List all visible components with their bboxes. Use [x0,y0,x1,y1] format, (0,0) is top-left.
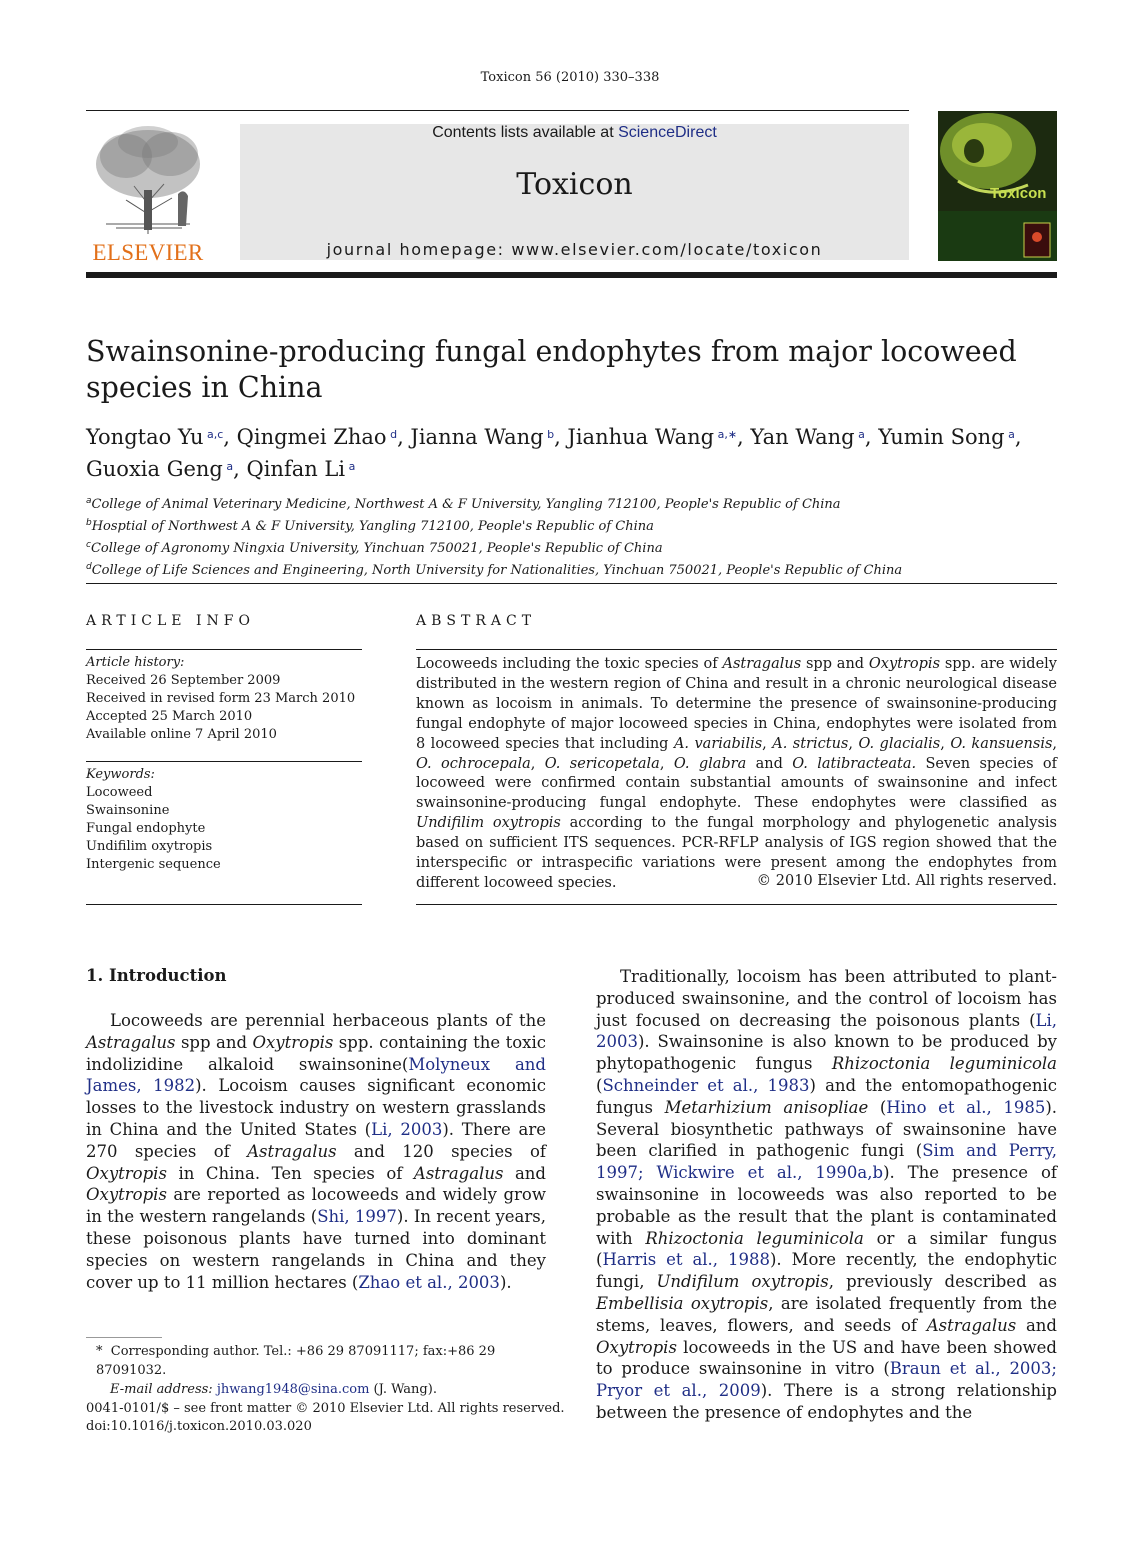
email-link[interactable]: jhwang1948@sina.com [216,1382,370,1397]
text-run: according to the fungal morphology and phylogenetic analysis based on sufficient ITS sequences. PCR-RFLP analysis of IGS region showed that the interspecific or intraspecific variations were present among the endophytes from different locoweed species. [416,815,1057,891]
keyword-item: Intergenic sequence [86,857,221,872]
italic-term: Oxytropis [596,1337,677,1357]
author-affiliation-marker[interactable]: a [1004,428,1015,441]
history-item: Received 26 September 2009 [86,673,281,688]
footnote-corresponding: Corresponding author. Tel.: +86 29 87091117; fax:+86 29 87091032. [96,1344,496,1378]
citation-link[interactable]: Zhao et al., 2003 [358,1272,500,1292]
italic-term: Metarhizium anisopliae [664,1097,869,1117]
text-run: spp. are widely distributed in the western region of China and result in a chronic neurological disease known as locoism in animals. To determine the presence of swainsonine-producing fungal endophyte of major locoweed species in China, endophytes were isolated from 8 locoweed species that including [416,656,1057,752]
citation-link[interactable]: Harris et al., 1988 [602,1250,770,1270]
text-run: in China. Ten species of [166,1163,414,1183]
italic-term: Astragalus [413,1163,504,1183]
article-title: Swainsonine-producing fungal endophytes from major locoweed species in China [86,335,1017,404]
journal-reference: Toxicon 56 (2010) 330–338 [480,70,660,85]
author-list [86,420,1066,484]
author-name: Jianhua Wang [567,425,715,449]
text-run: spp and [801,656,869,672]
italic-term: Astragalus [86,1032,176,1052]
affiliation-item [86,536,1086,558]
italic-term: O. glacialis [858,735,941,752]
footnote-star: * [96,1344,103,1359]
author-separator: , [737,425,751,449]
doi-line[interactable]: doi:10.1016/j.toxicon.2010.03.020 [86,1419,312,1434]
citation-link[interactable]: Schneinder et al., 1983 [602,1075,810,1095]
italic-term: A. variabilis [673,735,763,752]
abstract-top-rule [416,649,1057,650]
author-separator: , [864,425,879,449]
text-run: , [940,735,951,752]
italic-term: Undifilim oxytropis [416,815,561,832]
author-affiliation-marker[interactable]: a,∗ [714,428,738,441]
text-run: or a similar fungus ( [596,1228,1058,1270]
affiliation-list [86,492,1086,580]
author-name: Yumin Song [878,425,1005,449]
affiliation-text: College of Agronomy Ningxia University, Yinchuan 750021, People's Republic of China [90,541,663,556]
text-run: ( [596,1075,603,1095]
italic-term: Rhizoctonia leguminicola [645,1228,864,1248]
footnote-rule [86,1337,162,1338]
text-run: ). There is a strong relationship between the presence of endophytes and the [596,1381,1057,1422]
affiliation-item [86,492,1086,514]
author-name: Qingmei Zhao [236,425,387,449]
history-item: Received in revised form 23 March 2010 [86,691,356,706]
text-run: and [1016,1315,1057,1335]
author-name: Yan Wang [750,425,855,449]
text-run: ). In recent years, these poisonous plants have turned into dominant species on western rangelands in China and they cover up to 11 million hectares ( [86,1207,546,1292]
text-run: , are isolated frequently from the stems, leaves, flowers, and seeds of [596,1293,1057,1335]
abstract-bottom-rule [416,904,1057,905]
author-separator: , [554,425,568,449]
text-run: , [1052,735,1058,752]
text-run: ). Locoism causes significant economic losses to the livestock industry on western grasslands in China and the United States ( [86,1076,546,1139]
author-separator: , [1014,425,1022,449]
affiliation-key: a [86,496,92,506]
affiliation-key: b [86,518,92,528]
text-run: ). [499,1272,512,1292]
affiliation-key: d [86,562,92,572]
article-info-heading: ARTICLE INFO [86,613,255,629]
italic-term: Astragalus [722,656,802,672]
title-block-rule [86,583,1057,584]
introduction-paragraph-left [86,1010,546,1293]
history-label: Article history: [86,655,185,670]
corresponding-author-footnote [86,1342,556,1399]
citation-link[interactable]: Braun et al., 2003; Pryor et al., 2009 [596,1359,1057,1401]
text-run: ). More recently, the endophytic fungi, [596,1250,1057,1292]
email-suffix: (J. Wang). [369,1382,437,1397]
italic-term: O. glabra [673,755,747,772]
text-run: and [746,755,793,772]
italic-term: Rhizoctonia leguminicola [831,1054,1057,1074]
text-run: , [762,735,773,752]
affiliation-key: c [86,540,91,550]
text-run: Seven species of locoweed were confirmed contain substantial amounts of swainsonine and infect swainsonine-producing fungal endophyte. These endophytes were classified as [416,755,1058,812]
article-info-rule [86,649,362,650]
italic-term: A. strictus [772,735,849,752]
italic-term: Oxytropis [86,1185,167,1205]
author-separator: , [233,457,247,481]
abstract-text [416,655,1057,894]
keyword-list [86,784,366,874]
citation-link[interactable]: Molyneux and James, 1982 [86,1054,546,1096]
author-name: Yongtao Yu [86,425,204,449]
text-run: , [530,755,545,772]
italic-term: O. latibracteata. [792,755,917,772]
introduction-heading: 1. Introduction [86,966,227,985]
author-affiliation-marker[interactable]: a [854,428,865,441]
abstract-copyright: © 2010 Elsevier Ltd. All rights reserved. [756,873,1057,889]
header-bottom-rule [86,272,1057,278]
text-run: ). There are 270 species of [86,1119,546,1161]
author-affiliation-marker[interactable]: a [345,460,356,473]
text-run: are reported as locoweeds and widely grow in the western rangelands ( [86,1185,546,1227]
text-run: and [503,1163,546,1183]
text-run: spp and [175,1032,253,1052]
issn-line: 0041-0101/$ – see front matter © 2010 Elsevier Ltd. All rights reserved. [86,1401,565,1416]
keywords-label: Keywords: [86,767,155,782]
sciencedirect-link[interactable]: ScienceDirect [618,124,717,141]
author-separator: , [223,425,237,449]
text-run: , previously described as [828,1272,1057,1292]
italic-term: O. sericopetala [544,755,660,772]
italic-term: O. kansuensis [950,735,1053,752]
text-run: ). The presence of swainsonine in locoweeds was also reported to be probable as the result that the plant is contaminated with [596,1163,1058,1248]
affiliation-text: Hosptial of Northwest A & F University, Yangling 712100, People's Republic of China [91,519,654,534]
text-run: ). Several biosynthetic pathways of swainsonine have been clarified in pathogenic fungi ( [596,1097,1057,1161]
journal-homepage[interactable]: journal homepage: www.elsevier.com/locate/toxicon [326,240,823,259]
affiliation-item [86,514,1086,536]
abstract-heading: ABSTRACT [416,613,537,629]
history-list [86,672,366,744]
affiliation-text: College of Life Sciences and Engineering, North University for Nationalities, Yinchuan 750021, People's Republic of China [91,563,903,578]
italic-term: Embellisia oxytropis [596,1293,769,1313]
text-run: , [848,735,859,752]
author-affiliation-marker[interactable]: d [386,428,398,441]
contents-line [240,124,909,142]
history-item: Available online 7 April 2010 [86,727,277,742]
journal-cover-image [938,111,1057,261]
italic-term: Astragalus [926,1315,1017,1335]
text-run: , [659,755,674,772]
journal-name: Toxicon [516,167,633,202]
italic-term: Oxytropis [868,656,941,672]
header-top-rule [86,110,909,111]
citation-link[interactable]: Hino et al., 1985 [886,1097,1046,1117]
keywords-block [86,766,366,874]
text-run: locoweeds in the US and have been showed to produce swainsonine in vitro ( [596,1337,1057,1379]
history-item: Accepted 25 March 2010 [86,709,253,724]
text-run: ( [868,1097,887,1117]
front-matter [86,1400,586,1436]
author-name: Jianna Wang [410,425,544,449]
author-name: Guoxia Geng [86,457,223,481]
citation-link[interactable]: Li, 2003 [371,1119,443,1139]
italic-term: Oxytropis [86,1163,167,1183]
contents-prefix: Contents lists available at [432,124,619,141]
history-rule [86,761,362,762]
citation-link[interactable]: Li, 2003 [596,1010,1057,1052]
affiliation-text: College of Animal Veterinary Medicine, Northwest A & F University, Yangling 712100, People's Republic of China [91,497,841,512]
italic-term: Undifilum oxytropis [656,1272,829,1292]
italic-term: Astragalus [247,1141,337,1161]
keyword-item: Locoweed [86,785,153,800]
keyword-item: Undifilim oxytropis [86,839,213,854]
author-affiliation-marker[interactable]: b [543,428,555,441]
author-affiliation-marker[interactable]: a,c [203,428,224,441]
keyword-item: Fungal endophyte [86,821,206,836]
cover-title: Toxicon [990,185,1047,202]
citation-link[interactable]: Sim and Perry, 1997; Wickwire et al., 1990a,b [596,1141,1057,1183]
text-run: Locoweeds including the toxic species of [416,656,723,672]
email-label: E-mail address: [110,1382,217,1397]
text-run: ) and the entomopathogenic fungus [596,1075,1057,1117]
author-separator: , [397,425,411,449]
text-run: ). Swainsonine is also known to be produced by phytopathogenic fungus [596,1032,1057,1074]
elsevier-wordmark: ELSEVIER [92,240,204,265]
article-history [86,654,366,744]
italic-term: O. ochrocepala [416,755,531,772]
keyword-item: Swainsonine [86,803,170,818]
author-affiliation-marker[interactable]: a [222,460,234,473]
citation-link[interactable]: Shi, 1997 [317,1207,397,1227]
text-run: Traditionally, locoism has been attributed to plant-produced swainsonine, and the control of locoism has just focused on decreasing the poisonous plants ( [596,967,1057,1030]
introduction-paragraph-right [596,966,1057,1424]
text-run: Locoweeds are perennial herbaceous plants of the [110,1011,546,1030]
italic-term: Oxytropis [252,1032,334,1052]
text-run: and 120 species of [336,1141,546,1161]
author-name: Qinfan Li [246,457,346,481]
affiliation-item [86,558,1086,580]
text-run: spp. containing the toxic indolizidine alkaloid swainsonine( [86,1032,546,1074]
keywords-rule [86,904,362,905]
